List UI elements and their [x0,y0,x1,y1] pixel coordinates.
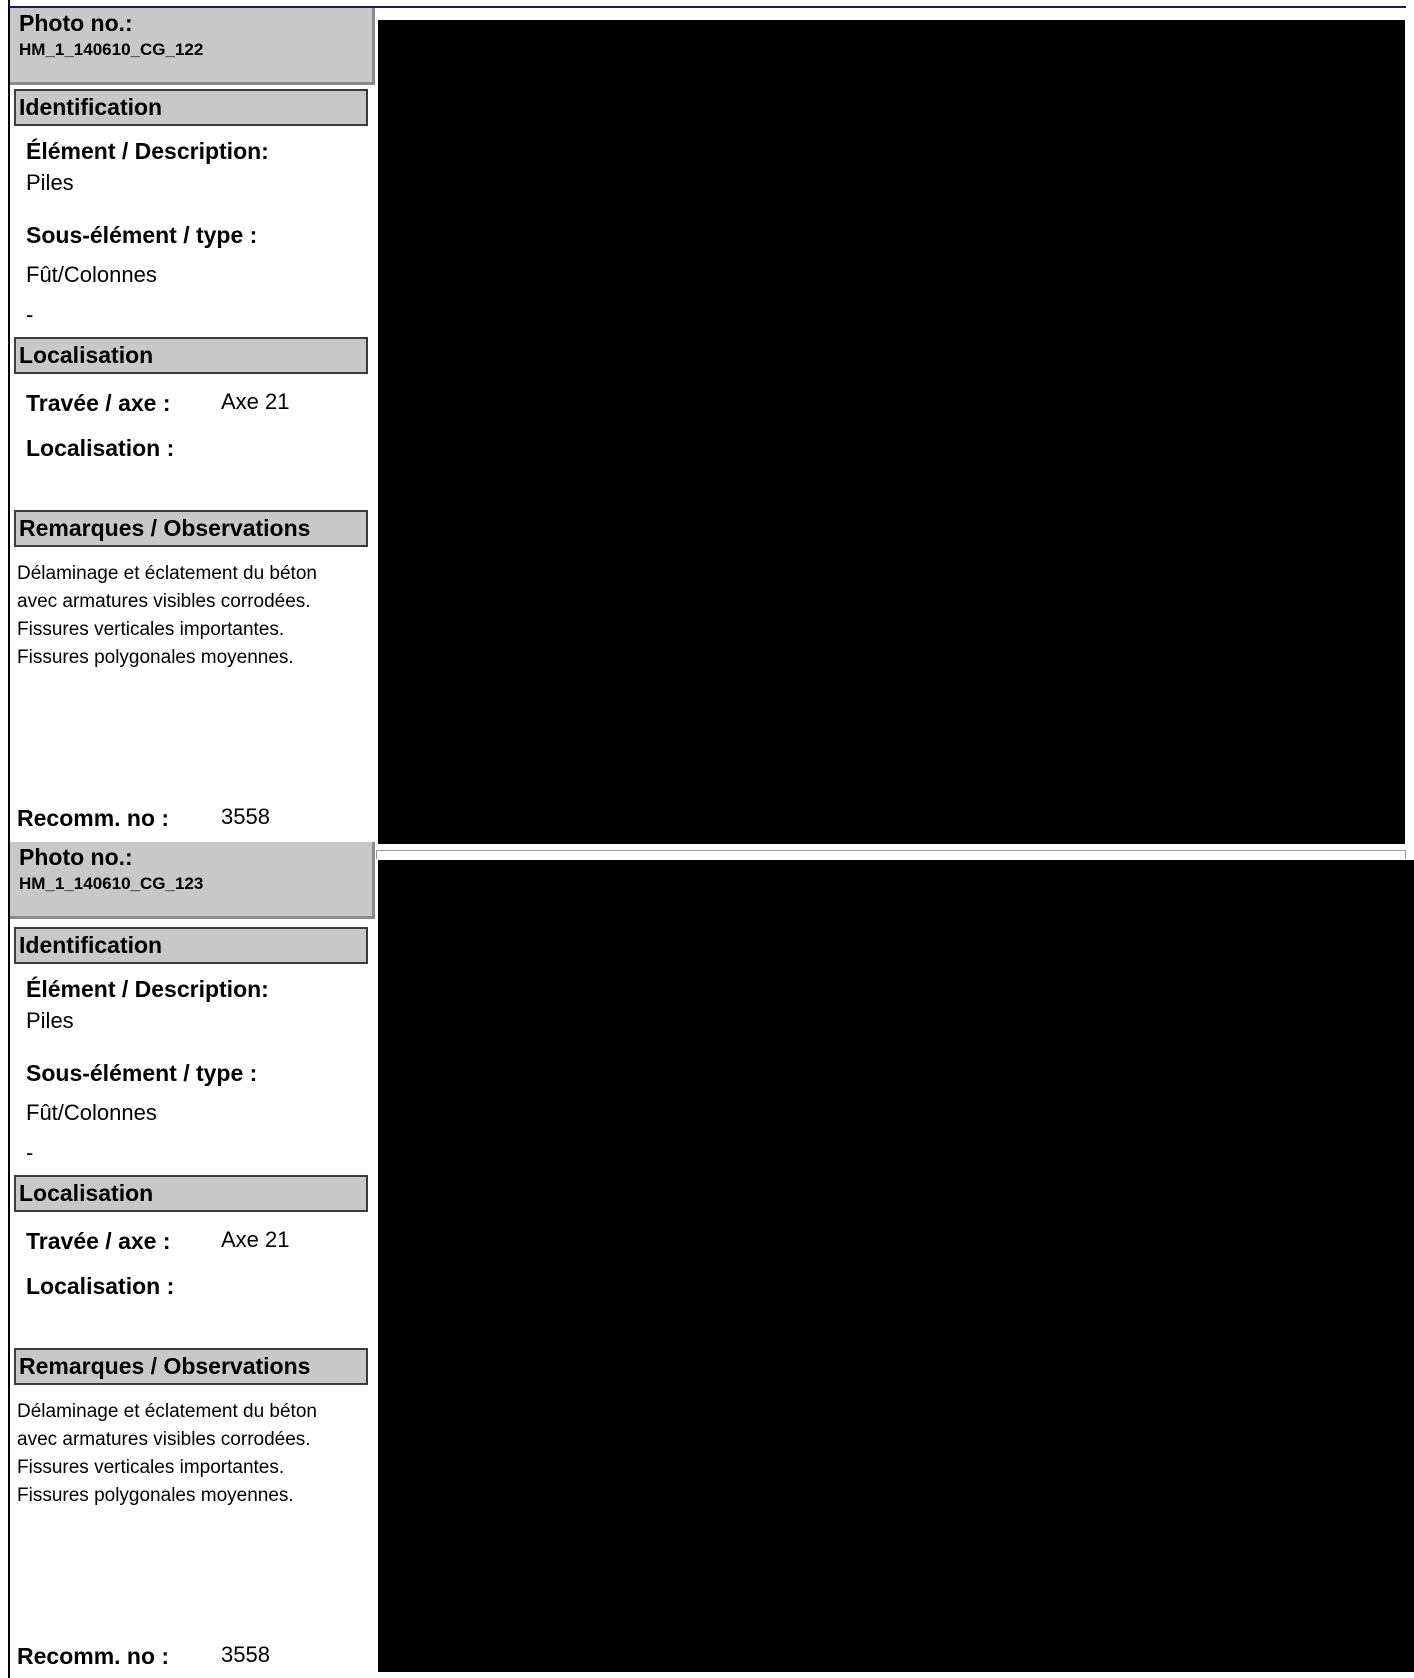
localisation-label: Localisation : [26,435,175,461]
remarks-line: Délaminage et éclatement du béton [17,563,317,584]
remarks-line: Fissures polygonales moyennes. [17,1485,294,1506]
photo-number-box [10,842,375,919]
localisation-header: Localisation [14,337,368,374]
remarks-header: Remarques / Observations [14,1348,368,1385]
element-label: Élément / Description: [26,976,269,1002]
remarks-text [17,1398,367,1510]
sub-element-label: Sous-élément / type : [26,222,258,248]
element-value: Piles [26,1008,74,1033]
remarks-line: avec armatures visibles corrodées. [17,1429,311,1450]
dash-value: - [26,1140,34,1165]
remarks-header: Remarques / Observations [14,510,368,547]
recomm-label: Recomm. no : [17,1643,170,1669]
sub-element-label: Sous-élément / type : [26,1060,258,1086]
remarks-line: avec armatures visibles corrodées. [17,591,311,612]
inspection-photo [378,20,1405,844]
dash-value: - [26,302,34,327]
element-label: Élément / Description: [26,138,269,164]
travee-value: Axe 21 [221,1227,290,1252]
identification-header: Identification [14,89,368,126]
travee-value: Axe 21 [221,389,290,414]
inspection-photo [378,860,1414,1672]
sub-element-value: Fût/Colonnes [26,1100,157,1125]
photo-record-2 [0,838,1414,1678]
remarks-line: Délaminage et éclatement du béton [17,1401,317,1422]
remarks-line: Fissures polygonales moyennes. [17,647,294,668]
left-border [8,838,10,1678]
remarks-text [17,560,367,672]
photo-number-value: HM_1_140610_CG_122 [19,40,204,59]
sub-element-value: Fût/Colonnes [26,262,157,287]
remarks-line: Fissures verticales importantes. [17,1457,285,1478]
photo-number-value: HM_1_140610_CG_123 [19,874,204,893]
photo-number-label: Photo no.: [19,10,133,36]
photo-number-label: Photo no.: [19,844,133,870]
recomm-value: 3558 [221,1642,270,1667]
photo-number-box [10,8,375,85]
recomm-label: Recomm. no : [17,805,170,831]
travee-label: Travée / axe : [26,390,171,416]
remarks-line: Fissures verticales importantes. [17,619,285,640]
element-value: Piles [26,170,74,195]
localisation-header: Localisation [14,1175,368,1212]
identification-header: Identification [14,927,368,964]
localisation-label: Localisation : [26,1273,175,1299]
photo-frame [376,850,1406,859]
left-border [8,0,10,840]
recomm-value: 3558 [221,804,270,829]
travee-label: Travée / axe : [26,1228,171,1254]
